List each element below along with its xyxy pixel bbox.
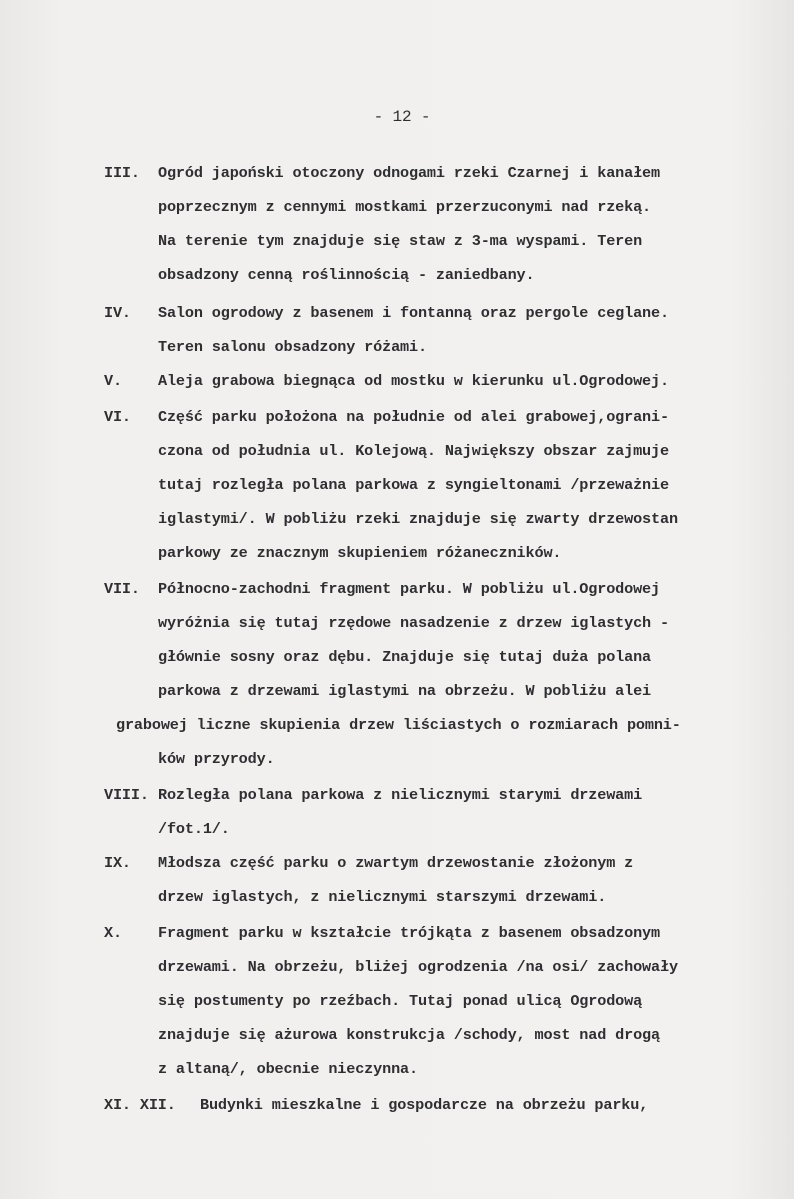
section-line: wyróżnia się tutaj rzędowe nasadzenie z drzew iglastych -	[158, 614, 669, 632]
section-line: głównie sosny oraz dębu. Znajduje się tutaj duża polana	[158, 648, 652, 666]
section-numeral: V.	[104, 372, 122, 390]
section-line: parkowy ze znacznym skupieniem różaneczników.	[158, 544, 562, 562]
section-line: Budynki mieszkalne i gospodarcze na obrzeżu parku,	[200, 1096, 649, 1114]
section-numeral: X.	[104, 924, 122, 942]
section-line: Młodsza część parku o zwartym drzewostanie złożonym z	[158, 854, 634, 872]
section-line: drzew iglastych, z nielicznymi starszymi drzewami.	[158, 888, 607, 906]
section-line: Na terenie tym znajduje się staw z 3-ma wyspami. Teren	[158, 232, 643, 250]
section-line: się postumenty po rzeźbach. Tutaj ponad ulicą Ogrodową	[158, 992, 643, 1010]
section-line: drzewami. Na obrzeżu, bliżej ogrodzenia /na osi/ zachowały	[158, 958, 678, 976]
section-numeral: VI.	[104, 408, 131, 426]
section-line: obsadzony cenną roślinnością - zaniedbany.	[158, 266, 535, 284]
section-line: Północno-zachodni fragment parku. W pobliżu ul.Ogrodowej	[158, 580, 660, 598]
section-line: Część parku położona na południe od alei grabowej,ograni-	[158, 408, 669, 426]
section-line: grabowej liczne skupienia drzew liściastych o rozmiarach pomni-	[116, 716, 681, 734]
section-line: tutaj rozległa polana parkowa z syngieltonami /przeważnie	[158, 476, 669, 494]
section-line: czona od południa ul. Kolejową. Największy obszar zajmuje	[158, 442, 669, 460]
section-line: Aleja grabowa biegnąca od mostku w kierunku ul.Ogrodowej.	[158, 372, 669, 390]
page-number: - 12 -	[373, 108, 431, 126]
section-line: poprzecznym z cennymi mostkami przerzuconymi nad rzeką.	[158, 198, 652, 216]
section-line: parkowa z drzewami iglastymi na obrzeżu. W pobliżu alei	[158, 682, 652, 700]
section-line: z altaną/, obecnie nieczynna.	[158, 1060, 418, 1078]
section-line: Rozległa polana parkowa z nielicznymi starymi drzewami	[158, 786, 643, 804]
section-line: znajduje się ażurowa konstrukcja /schody, most nad drogą	[158, 1026, 660, 1044]
section-numeral: III.	[104, 164, 140, 182]
section-numeral: VII.	[104, 580, 140, 598]
section-line: /fot.1/.	[158, 820, 230, 838]
section-line: ków przyrody.	[158, 750, 275, 768]
section-line: Salon ogrodowy z basenem i fontanną oraz pergole ceglane.	[158, 304, 669, 322]
section-numeral: XI. XII.	[104, 1096, 176, 1114]
section-line: iglastymi/. W pobliżu rzeki znajduje się zwarty drzewostan	[158, 510, 678, 528]
section-numeral: VIII.	[104, 786, 149, 804]
section-numeral: IX.	[104, 854, 131, 872]
section-line: Teren salonu obsadzony różami.	[158, 338, 427, 356]
section-line: Fragment parku w kształcie trójkąta z basenem obsadzonym	[158, 924, 660, 942]
section-numeral: IV.	[104, 304, 131, 322]
section-line: Ogród japoński otoczony odnogami rzeki Czarnej i kanałem	[158, 164, 660, 182]
